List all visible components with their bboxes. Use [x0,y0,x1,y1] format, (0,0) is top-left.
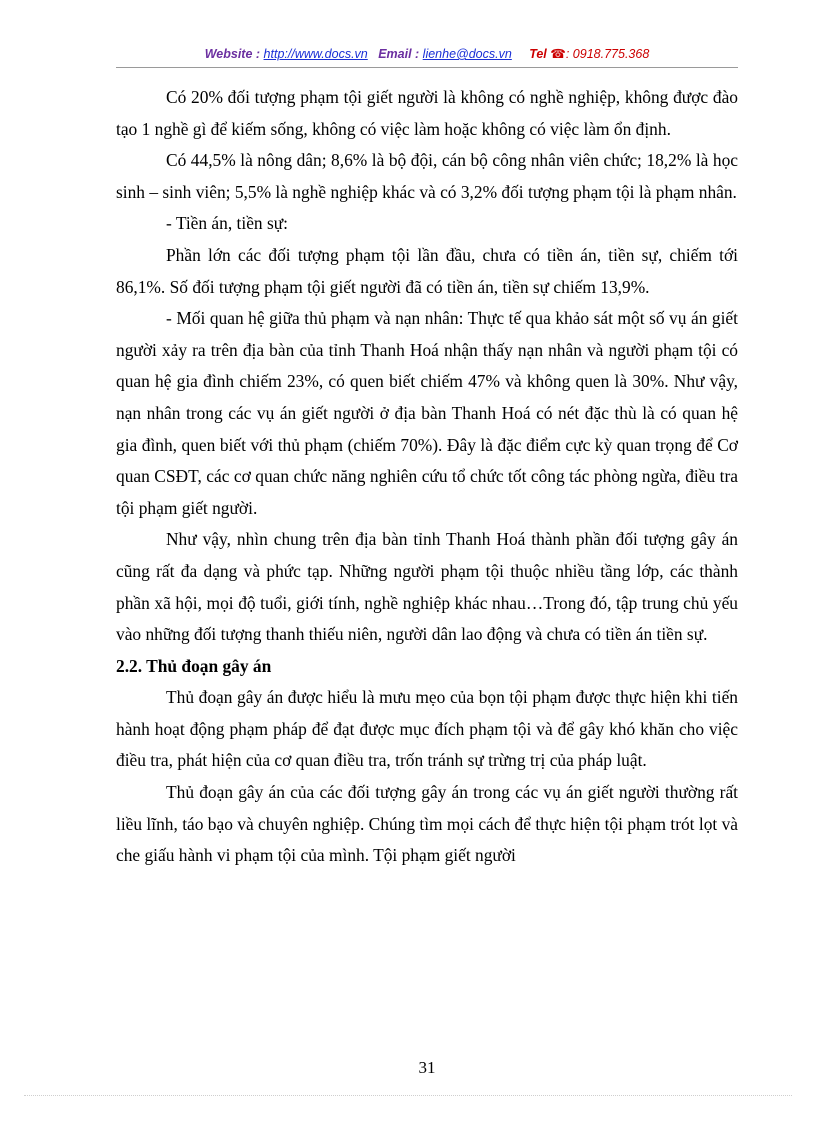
paragraph-method-description: Thủ đoạn gây án của các đối tượng gây án trong các vụ án giết người thường rất liều lĩnh, táo bạo và chuyên nghiệp. Chúng tìm mọi cách để thực hiện tội phạm trót lọt và che giấu hành vi phạm tội của mình. Tội phạm giết người [116,782,738,866]
section-heading: 2.2. Thủ đoạn gây án [116,655,272,676]
website-label: Website : [204,47,261,61]
paragraph-criminal-record: Phần lớn các đối tượng phạm tội lần đầu, chưa có tiền án, tiền sự, chiếm tới 86,1%. Số đối tượng phạm tội giết người đã có tiền án, tiền sự chiếm 13,9%. [116,244,738,297]
email-label: Email : [378,47,420,61]
page-number: 31 [418,1058,436,1077]
paragraph-occupations: Có 44,5% là nông dân; 8,6% là bộ đội, cán bộ công nhân viên chức; 18,2% là học sinh – sinh viên; 5,5% là nghề nghiệp khác và có 3,2% đối tượng phạm tội là phạm nhân. [116,150,738,202]
paragraph-victim-relationship: - Mối quan hệ giữa thủ phạm và nạn nhân: Thực tế qua khảo sát một số vụ án giết người xảy ra trên địa bàn của tỉnh Thanh Hoá nhận thấy nạn nhân và người phạm tội có quan hệ gia đình chiếm 23%, có quen biết chiếm 47% và không quen là 30%. Như vậy, nạn nhân trong các vụ án giết người ở địa bàn Thanh Hoá có nét đặc thù là có quan hệ gia đình, quen biết với thủ phạm (chiếm 70%). Đây là đặc điểm cực kỳ quan trọng để Cơ quan CSĐT, các cơ quan chức năng nghiên cứu tổ chức tốt công tác phòng ngừa, điều tra tội phạm giết người. [116,308,738,518]
phone-icon: ☎ [550,47,566,61]
header-divider [116,67,738,68]
page-header [116,46,738,61]
paragraph-method-definition: Thủ đoạn gây án được hiểu là mưu mẹo của bọn tội phạm được thực hiện khi tiến hành hoạt động phạm pháp để đạt được mục đích phạm tội và để gây khó khăn cho việc điều tra, phát hiện của cơ quan điều tra, trốn tránh sự trừng trị của pháp luật. [116,687,738,771]
paragraph-unemployed: Có 20% đối tượng phạm tội giết người là không có nghề nghiệp, không được đào tạo 1 nghề gì để kiếm sống, không có việc làm hoặc không có việc làm ổn định. [116,87,738,139]
website-link[interactable]: http://www.docs.vn [263,47,368,61]
tel-value: : 0918.775.368 [565,47,650,61]
tel-label: Tel [529,47,547,61]
footer-divider [24,1095,792,1096]
document-body [116,82,738,872]
paragraph-summary: Như vậy, nhìn chung trên địa bàn tỉnh Thanh Hoá thành phần đối tượng gây án cũng rất đa dạng và phức tạp. Những người phạm tội thuộc nhiều tầng lớp, các thành phần xã hội, mọi độ tuổi, giới tính, nghề nghiệp khác nhau…Trong đó, tập trung chủ yếu vào những đối tượng thanh thiếu niên, người dân lao động và chưa có tiền án tiền sự. [116,529,738,645]
email-link[interactable]: lienhe@docs.vn [422,47,512,61]
paragraph-criminal-record-heading: - Tiền án, tiền sự: [166,213,288,234]
